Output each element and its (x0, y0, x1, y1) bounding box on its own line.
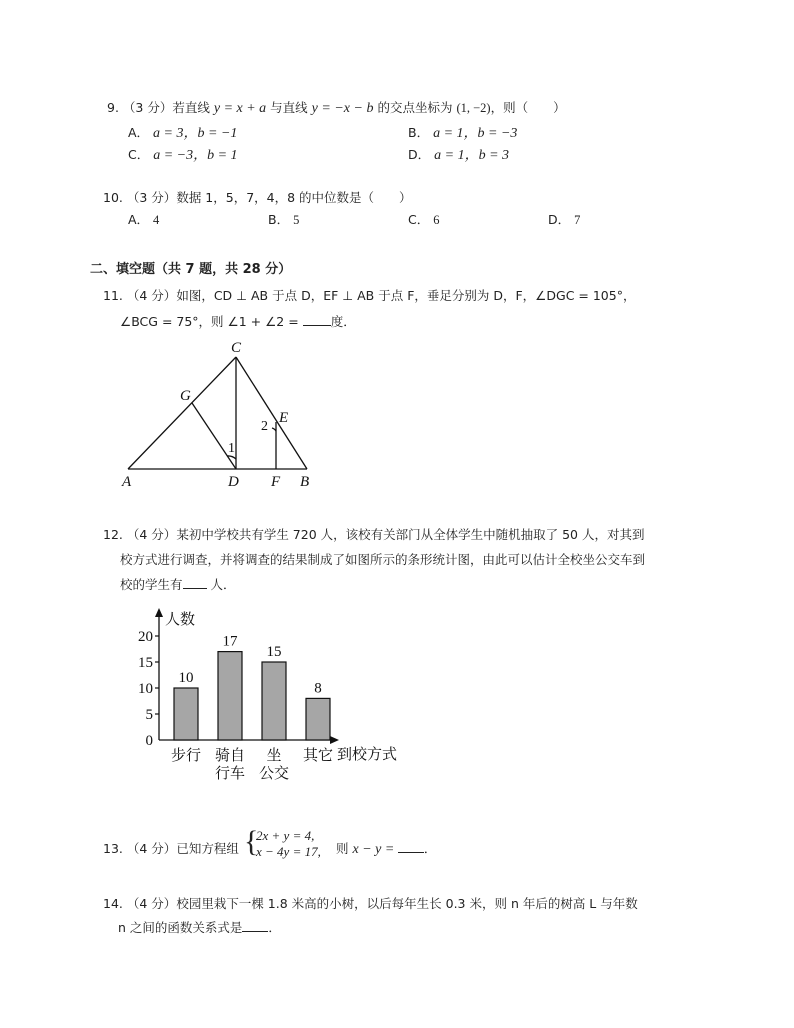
question-12-stem (103, 525, 644, 543)
question-text: 校园里栽下一棵 1.8 米高的小树，以后每年生长 0.3 米，则 n 年后的树高 L 与年数 (176, 896, 638, 911)
question-score: （4 分） (126, 841, 177, 856)
question-score: （4 分） (126, 288, 177, 303)
category-label: 行车 (214, 766, 246, 782)
option-a[interactable] (128, 210, 159, 228)
point-label-d: D (228, 474, 239, 490)
equation: y = −x − b (311, 101, 374, 116)
y-tick-label: 5 (145, 707, 153, 723)
question-14-line2 (118, 918, 281, 936)
category-label: 其它 (302, 748, 334, 764)
equation: y = x + a (213, 101, 267, 116)
question-number: 10. (103, 190, 123, 205)
point-label-e: E (279, 410, 289, 426)
point-label-a: A (122, 474, 132, 490)
segment-ac (128, 357, 236, 469)
section-heading: 二、填空题（共 7 题，共 28 分） (90, 262, 292, 277)
question-9-stem (107, 98, 566, 117)
question-text: 度． (330, 314, 356, 329)
question-score: （4 分） (126, 896, 177, 911)
question-text: 如图，CD ⊥ AB 于点 D，EF ⊥ AB 于点 F，垂足分别为 D，F，∠DGC = 105°， (176, 288, 636, 303)
geometry-figure (110, 336, 330, 494)
question-text: 若直线 (172, 100, 210, 115)
point-label-g: G (180, 388, 191, 404)
bar (218, 652, 242, 740)
equation-1: 2x + y = 4, (256, 828, 315, 843)
option-label: D． (548, 212, 571, 227)
bar-value-label: 15 (266, 644, 282, 660)
angle-2-label: 2 (261, 419, 268, 434)
option-text: a = 3，b = −1 (153, 126, 238, 141)
option-label: B． (268, 212, 290, 227)
point-label-b: B (300, 474, 310, 490)
question-text: ，则（ ） (490, 100, 566, 115)
y-tick-label: 15 (138, 655, 153, 671)
question-number: 11. (103, 288, 123, 303)
bar (174, 688, 198, 740)
segment-gd (192, 403, 236, 469)
expression: x − y = (352, 842, 398, 857)
y-tick-label: 20 (138, 629, 153, 645)
point-label-c: C (231, 340, 242, 356)
question-12-line3 (120, 575, 236, 593)
bar-value-label: 8 (314, 680, 322, 697)
y-tick-label: 0 (145, 733, 153, 749)
coordinate: (1, −2) (456, 101, 491, 115)
answer-blank[interactable] (303, 313, 331, 326)
equation-system (256, 828, 321, 860)
question-text: 则 (336, 841, 349, 856)
question-score: （3 分） (122, 100, 173, 115)
question-score: （4 分） (126, 527, 177, 542)
x-axis-arrow (330, 736, 339, 744)
segment-cb (236, 357, 307, 469)
option-text: 4 (153, 213, 160, 227)
answer-blank[interactable] (242, 919, 268, 932)
question-14-stem (103, 894, 638, 912)
question-text: 校的学生有 (120, 577, 183, 592)
brace-icon: { (244, 825, 259, 858)
y-axis-arrow (155, 608, 163, 617)
option-text: a = 1，b = 3 (434, 148, 510, 163)
question-text: 校方式进行调查，并将调查的结果制成了如图所示的条形统计图，由此可以估计全校坐公交车到 (120, 552, 646, 567)
question-text: ． (268, 920, 281, 935)
question-number: 9. (107, 100, 119, 115)
option-d[interactable] (548, 210, 580, 228)
bar (306, 698, 330, 740)
option-label: A． (128, 212, 150, 227)
question-text: 与直线 (270, 100, 308, 115)
category-label: 坐 (266, 748, 282, 764)
bar-chart (125, 606, 415, 786)
question-number: 13. (103, 841, 123, 856)
question-text: 已知方程组 (176, 841, 239, 856)
question-text: 的交点坐标为 (377, 100, 453, 115)
option-text: 5 (293, 213, 300, 227)
question-10-stem (103, 188, 412, 206)
bar (262, 662, 286, 740)
bar-value-label: 10 (178, 670, 194, 686)
y-tick-label: 10 (138, 681, 153, 697)
option-a[interactable] (128, 122, 237, 142)
question-text: 某初中学校共有学生 720 人，该校有关部门从全体学生中随机抽取了 50 人，对其到 (176, 527, 645, 542)
question-number: 12. (103, 527, 123, 542)
category-label: 公交 (258, 766, 290, 782)
option-label: B． (408, 125, 430, 140)
question-11-stem (103, 286, 635, 304)
option-label: A． (128, 125, 150, 140)
option-text: 6 (433, 213, 440, 227)
option-b[interactable] (408, 122, 517, 142)
option-label: C． (408, 212, 430, 227)
option-label: D． (408, 147, 431, 162)
y-axis-label: 人数 (165, 612, 196, 628)
option-text: 7 (574, 213, 581, 227)
category-label: 骑自 (214, 748, 246, 764)
question-text: ∠BCG = 75°，则 ∠1 + ∠2 = (120, 314, 303, 329)
option-c[interactable] (408, 210, 439, 228)
question-13-tail (336, 839, 436, 858)
answer-blank[interactable] (183, 576, 207, 589)
option-d[interactable] (408, 144, 509, 164)
question-text: 数据 1，5，7，4，8 的中位数是（ ） (176, 190, 412, 205)
option-c[interactable] (128, 144, 238, 164)
question-text: n 之间的函数关系式是 (118, 920, 243, 935)
option-text: a = −3，b = 1 (153, 148, 238, 163)
equation-2: x − 4y = 17, (256, 844, 321, 859)
option-text: a = 1，b = −3 (433, 126, 518, 141)
question-text: 人． (210, 577, 236, 592)
angle-1-label: 1 (228, 441, 235, 456)
x-axis-label: 到校方式 (337, 747, 398, 763)
point-label-f: F (271, 474, 281, 490)
question-11-line2 (120, 312, 356, 330)
answer-blank[interactable] (398, 840, 424, 853)
option-label: C． (128, 147, 150, 162)
question-number: 14. (103, 896, 123, 911)
question-text: ． (423, 841, 437, 856)
category-label: 步行 (170, 748, 202, 764)
question-score: （3 分） (126, 190, 177, 205)
question-13-label (103, 839, 239, 857)
option-b[interactable] (268, 210, 299, 228)
bar-value-label: 17 (222, 633, 238, 650)
